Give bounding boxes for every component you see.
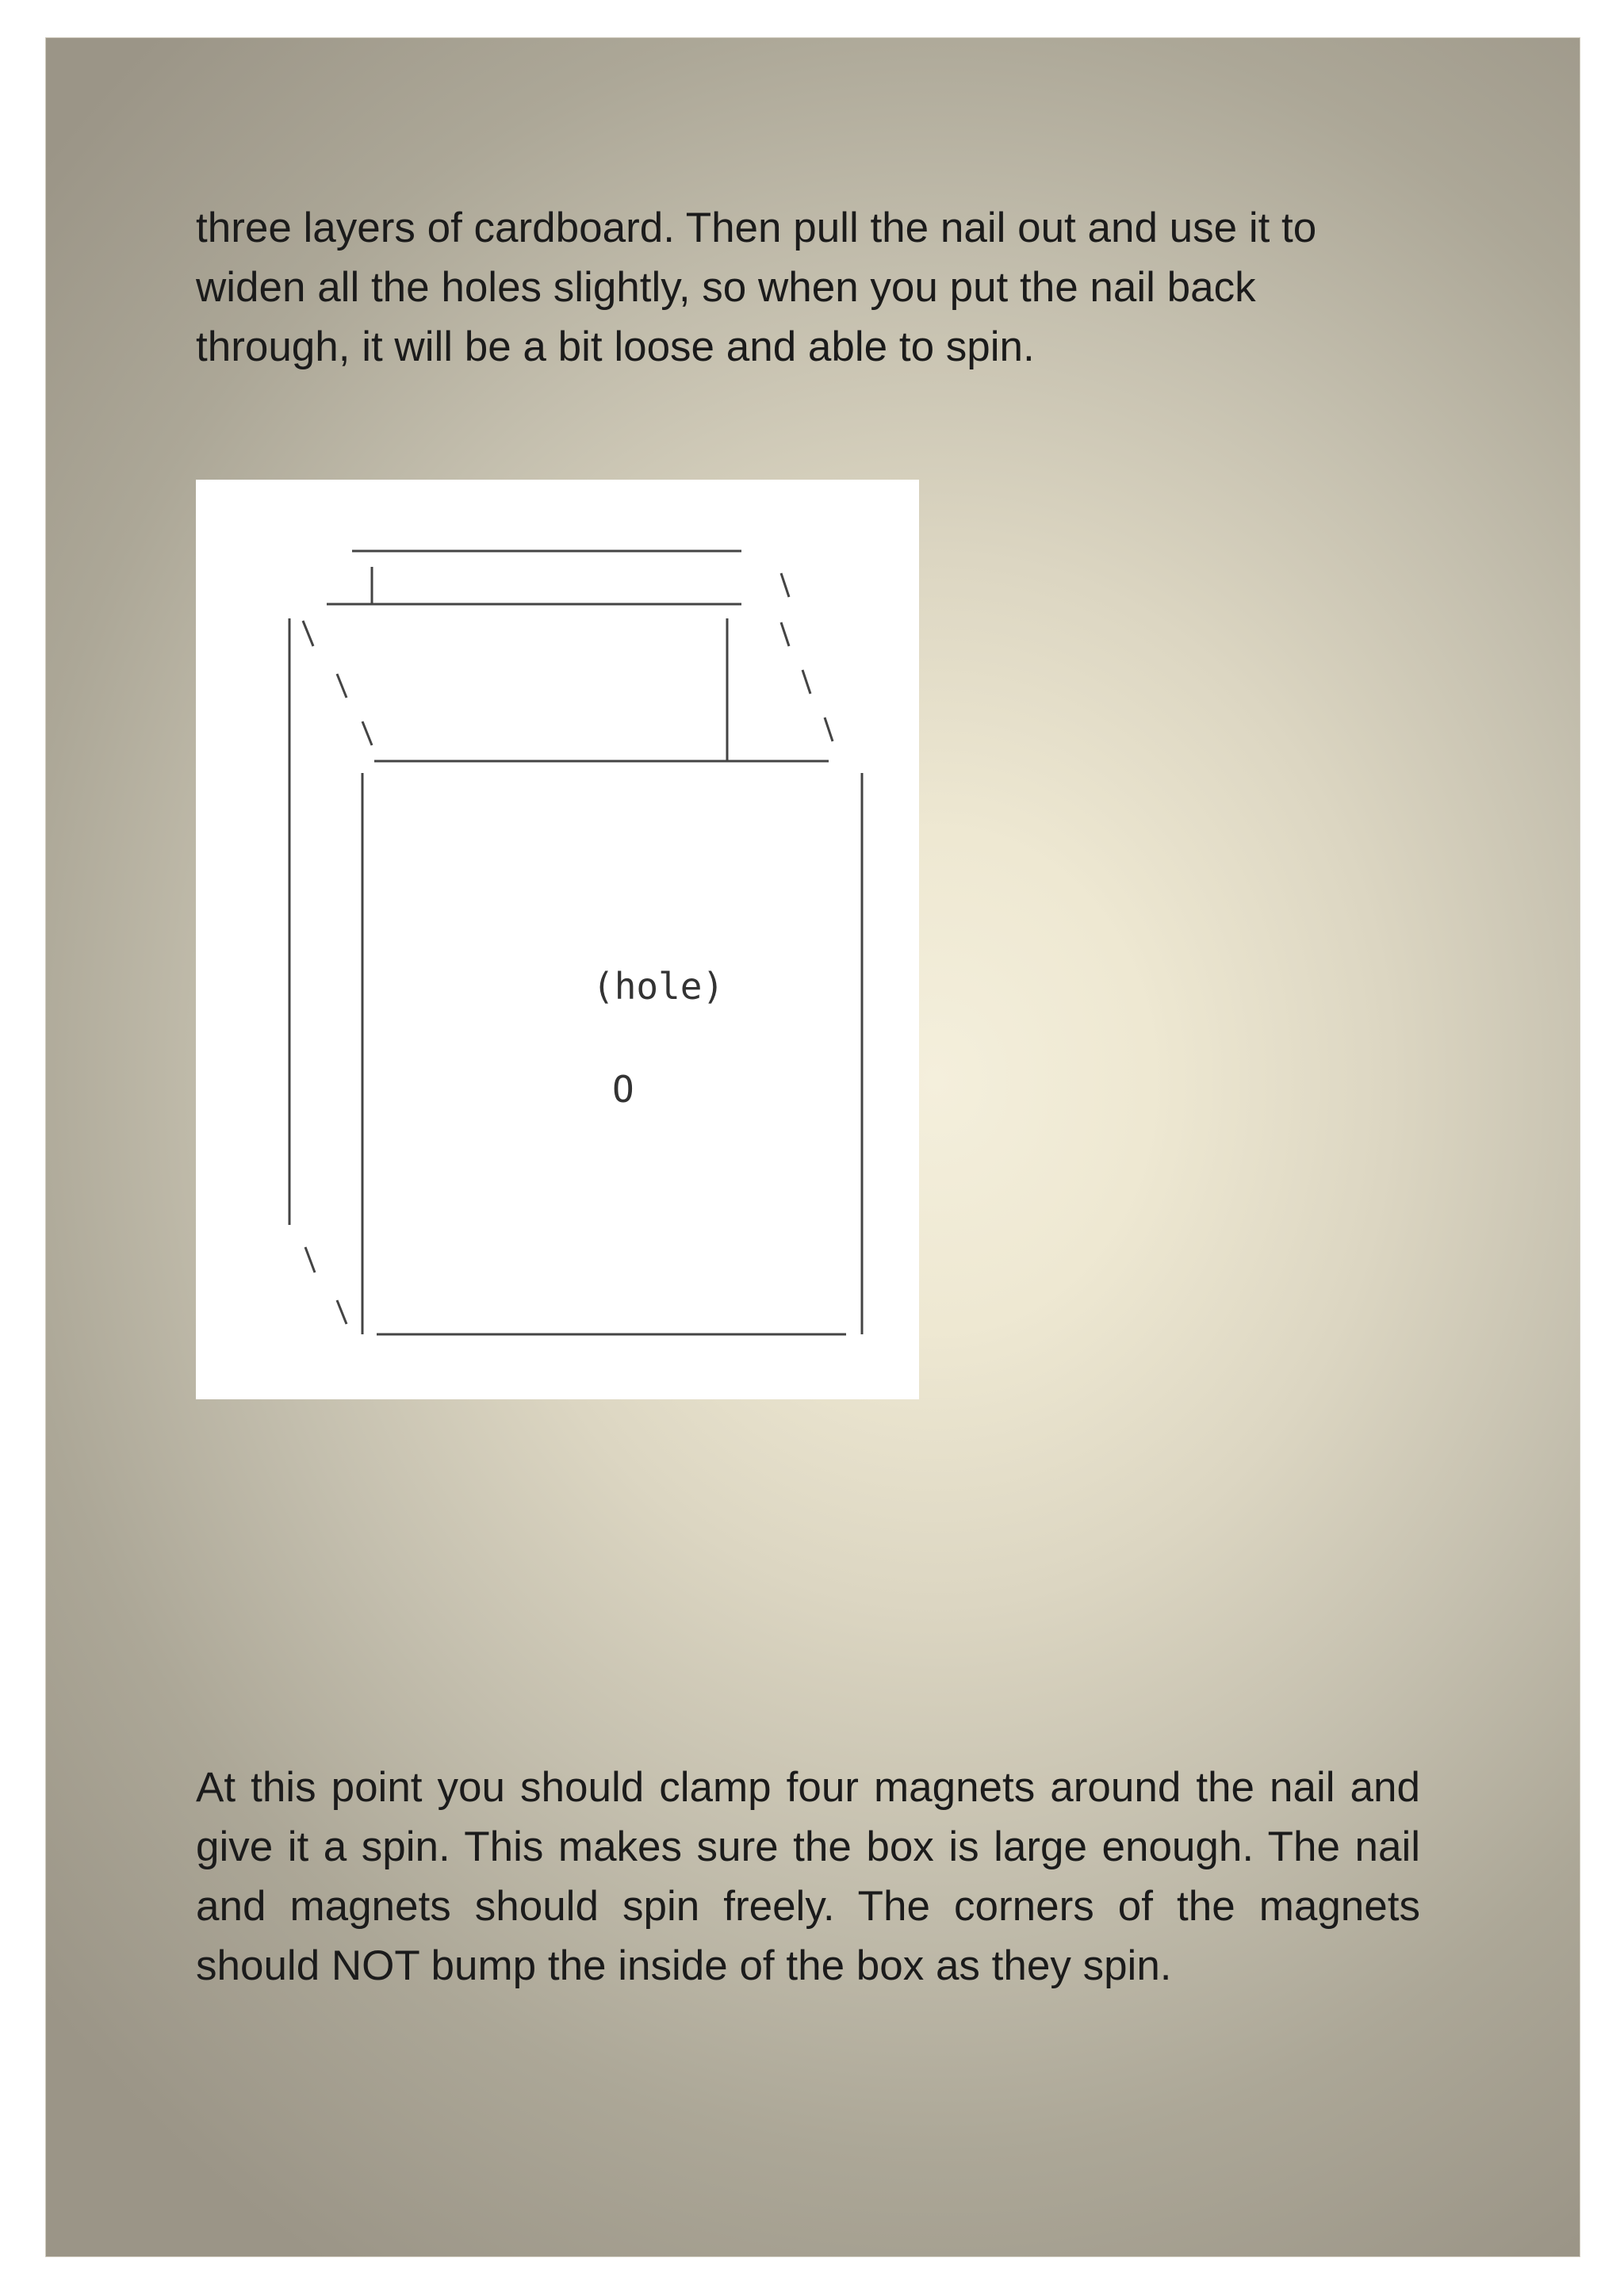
box-ascii-diagram (196, 480, 919, 1399)
box-right-diagonal-2 (781, 622, 789, 646)
box-bottom-diagonal-2 (337, 1300, 347, 1324)
box-left-diagonal-2 (337, 674, 347, 698)
box-bottom-diagonal-1 (305, 1247, 315, 1272)
box-left-diagonal-1 (303, 621, 313, 646)
box-diagram-figure (196, 480, 919, 1399)
hole-label: (hole) (592, 965, 725, 1008)
box-right-diagonal-1 (781, 573, 789, 597)
box-left-diagonal-3 (362, 721, 372, 745)
paragraph-intro: three layers of cardboard. Then pull the nail out and use it to widen all the holes slightly, so when you put the nail back through, it will be a bit loose and able to spin. (196, 205, 1317, 370)
hole-marker: O (612, 1068, 634, 1111)
box-right-diagonal-3 (802, 670, 810, 694)
box-right-diagonal-4 (825, 718, 833, 741)
document-page (45, 37, 1580, 2257)
paragraph-magnets: At this point you should clamp four magnets around the nail and give it a spin. This makes sure the box is large enough. The nail and magnets should spin freely. The corners of the magnets should NOT bump the inside of the box as they spin. (196, 1764, 1420, 1989)
